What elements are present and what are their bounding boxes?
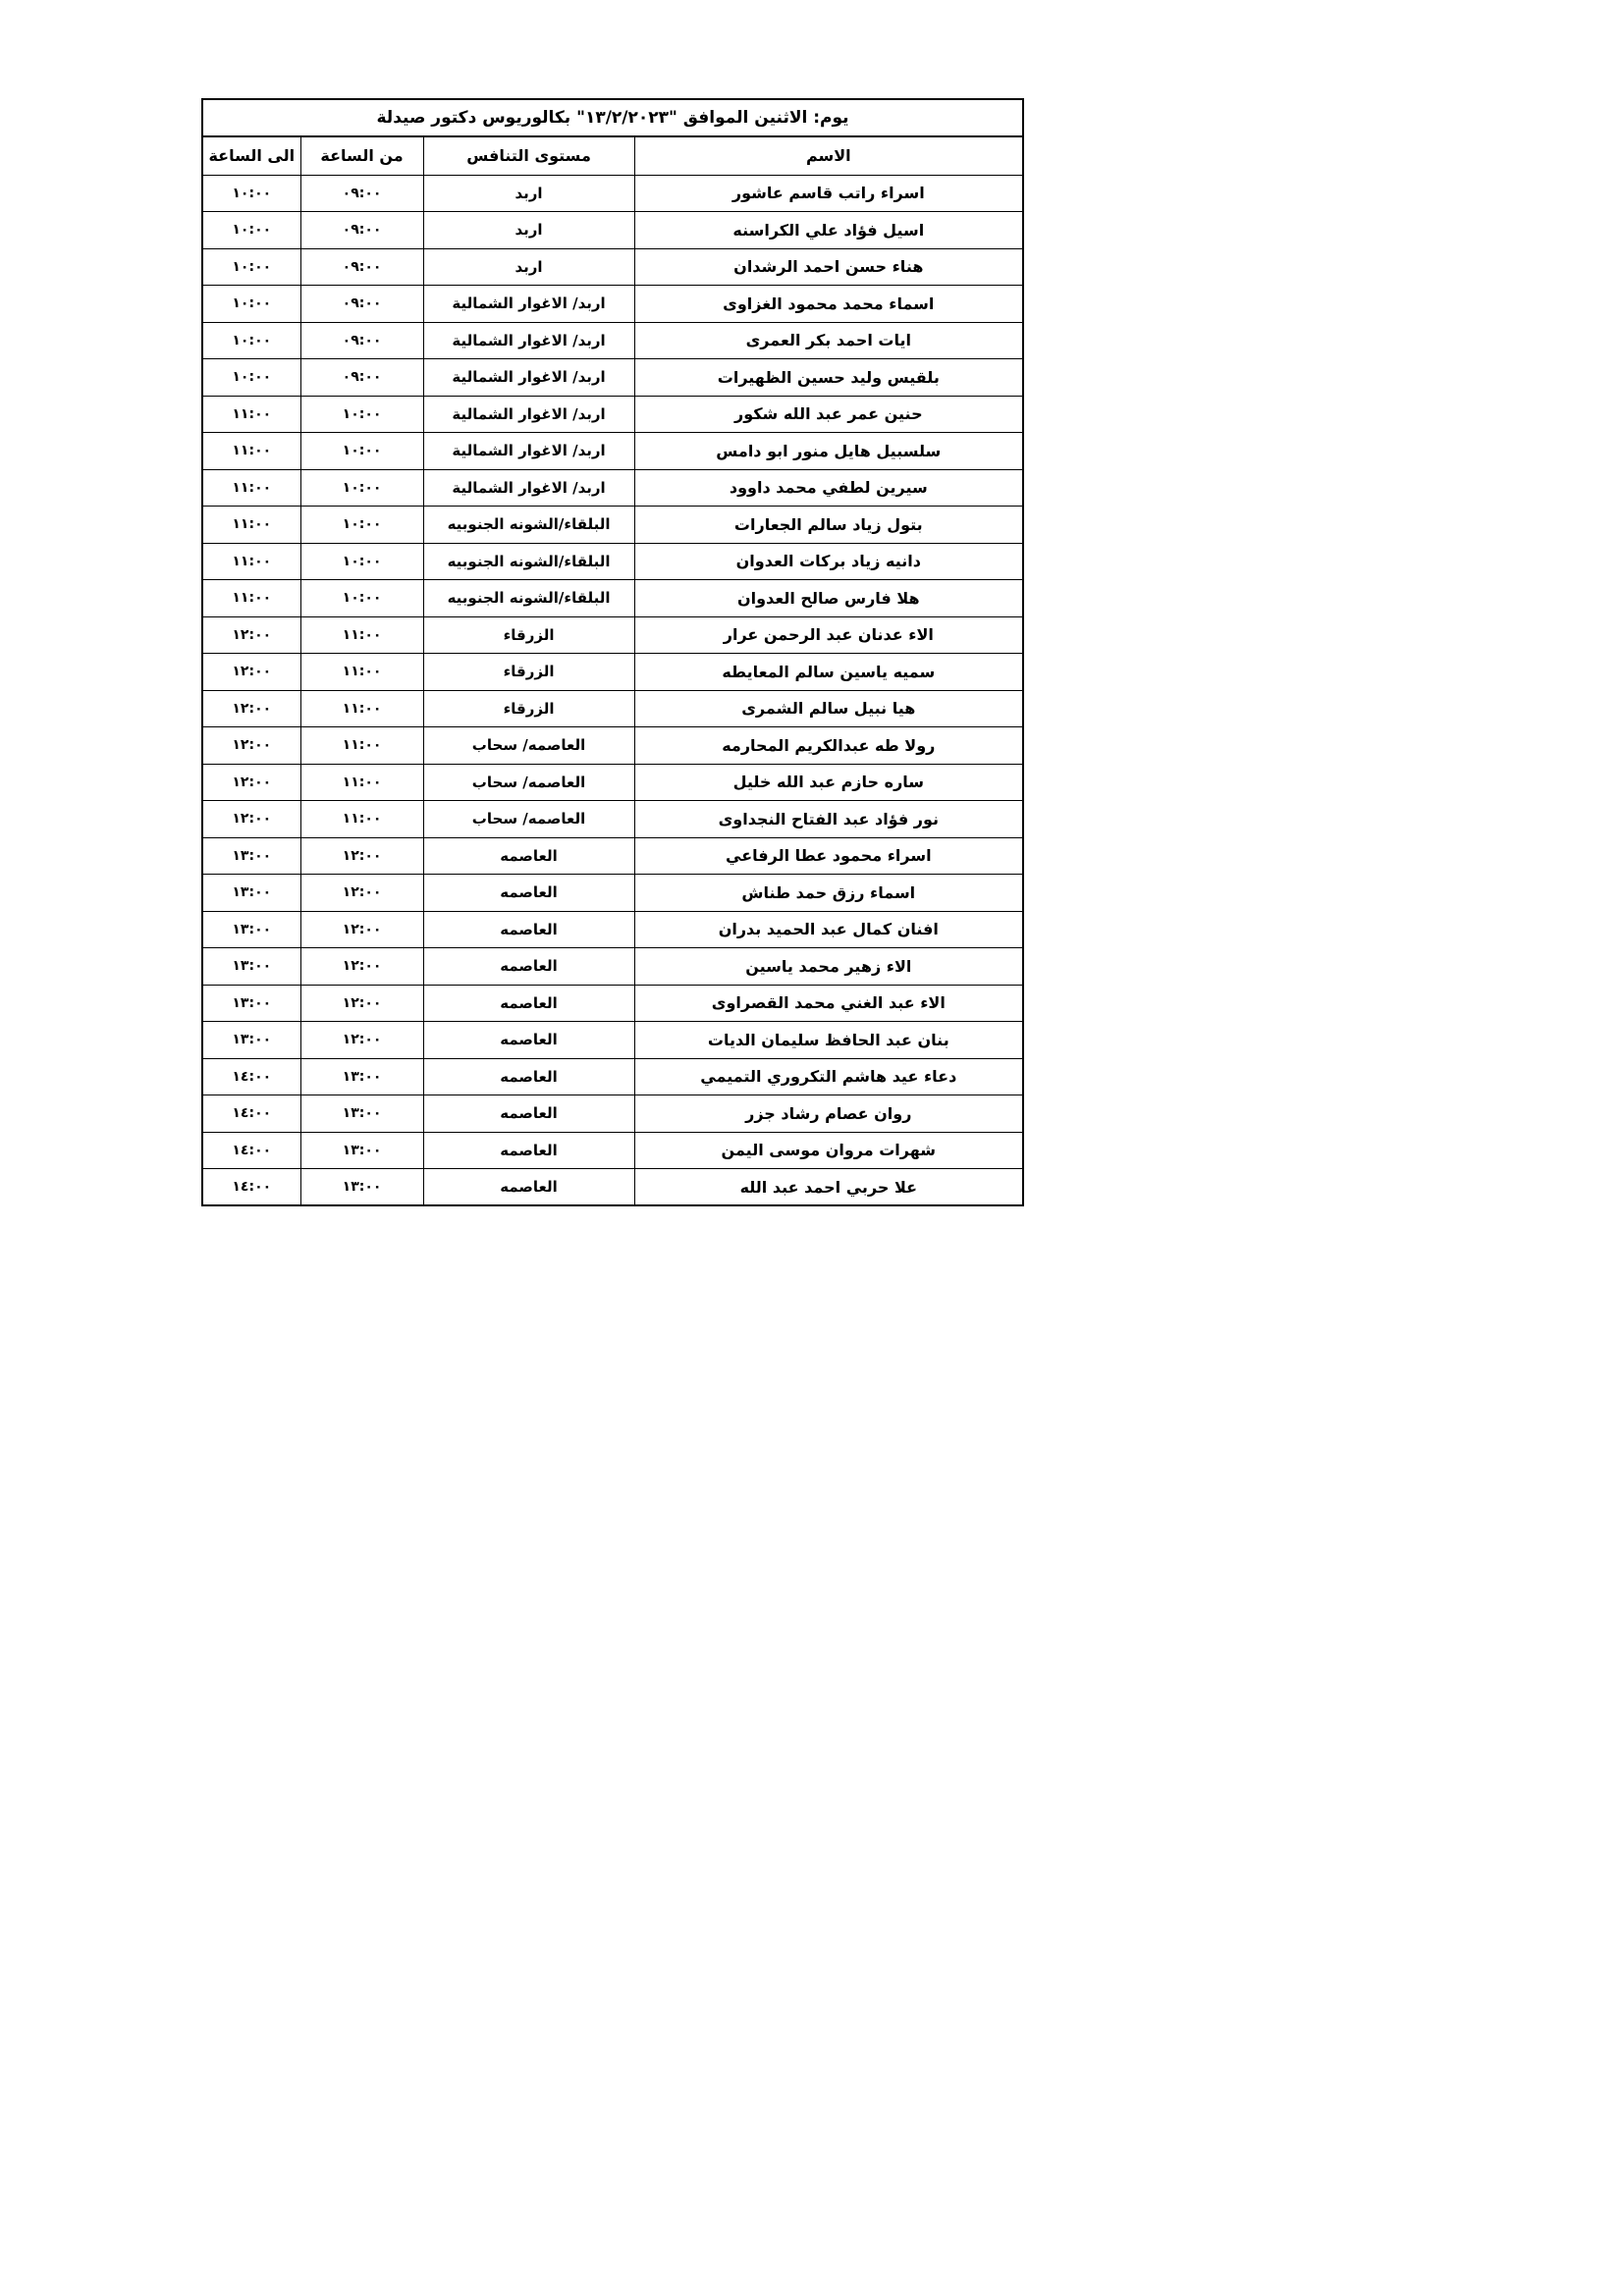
competition-level-cell: الزرقاء	[423, 654, 634, 691]
student-name-cell: نور فؤاد عبد الفتاح النجداوى	[634, 801, 1023, 838]
to-time-cell: ١١:٠٠	[202, 580, 300, 617]
from-time-cell: ١٣:٠٠	[300, 1132, 423, 1169]
competition-level-cell: اربد/ الاغوار الشمالية	[423, 322, 634, 359]
table-row	[202, 654, 1023, 691]
to-time-cell: ١٣:٠٠	[202, 985, 300, 1022]
from-time-cell: ٠٩:٠٠	[300, 212, 423, 249]
student-name-cell: دعاء عيد هاشم التكروري التميمي	[634, 1058, 1023, 1095]
from-time-cell: ١٢:٠٠	[300, 1022, 423, 1059]
student-name-cell: سيرين لطفي محمد داوود	[634, 469, 1023, 507]
table-row	[202, 1058, 1023, 1095]
competition-level-cell: اربد	[423, 212, 634, 249]
table-row	[202, 764, 1023, 801]
table-row	[202, 248, 1023, 286]
table-row	[202, 359, 1023, 397]
from-time-cell: ٠٩:٠٠	[300, 248, 423, 286]
from-time-cell: ١٢:٠٠	[300, 837, 423, 875]
from-time-cell: ١٣:٠٠	[300, 1058, 423, 1095]
student-name-cell: هناء حسن احمد الرشدان	[634, 248, 1023, 286]
from-time-cell: ١٢:٠٠	[300, 985, 423, 1022]
competition-level-cell: العاصمه	[423, 911, 634, 948]
to-time-cell: ١١:٠٠	[202, 507, 300, 544]
from-time-cell: ١١:٠٠	[300, 654, 423, 691]
student-name-cell: الاء عدنان عبد الرحمن عرار	[634, 616, 1023, 654]
from-time-cell: ١١:٠٠	[300, 616, 423, 654]
to-time-cell: ١٠:٠٠	[202, 286, 300, 323]
competition-level-cell: العاصمه/ سحاب	[423, 764, 634, 801]
competition-level-cell: العاصمه	[423, 985, 634, 1022]
student-name-cell: اسماء رزق حمد طناش	[634, 875, 1023, 912]
table-row	[202, 322, 1023, 359]
table-title: يوم: الاثنين الموافق "١٣/٢/٢٠٢٣" بكالوريوس دكتور صيدلة	[202, 99, 1023, 136]
to-time-cell: ١٤:٠٠	[202, 1169, 300, 1206]
competition-level-cell: اربد	[423, 248, 634, 286]
from-time-cell: ١٢:٠٠	[300, 875, 423, 912]
table-body	[202, 175, 1023, 1205]
table-row	[202, 507, 1023, 544]
competition-level-cell: العاصمه	[423, 875, 634, 912]
competition-level-cell: الزرقاء	[423, 690, 634, 727]
table-row	[202, 1169, 1023, 1206]
table-row	[202, 212, 1023, 249]
competition-level-cell: البلقاء/الشونه الجنوبيه	[423, 507, 634, 544]
student-name-cell: الاء زهير محمد ياسين	[634, 948, 1023, 986]
to-time-cell: ١٠:٠٠	[202, 322, 300, 359]
to-time-cell: ١٢:٠٠	[202, 727, 300, 765]
student-name-cell: افنان كمال عبد الحميد بدران	[634, 911, 1023, 948]
to-time-cell: ١٢:٠٠	[202, 801, 300, 838]
student-name-cell: سلسبيل هايل منور ابو دامس	[634, 433, 1023, 470]
from-time-cell: ١٠:٠٠	[300, 396, 423, 433]
student-name-cell: دانيه زياد بركات العدوان	[634, 543, 1023, 580]
competition-level-cell: الزرقاء	[423, 616, 634, 654]
to-time-cell: ١٢:٠٠	[202, 764, 300, 801]
student-name-cell: هلا فارس صالح العدوان	[634, 580, 1023, 617]
from-time-cell: ١٢:٠٠	[300, 911, 423, 948]
competition-level-cell: العاصمه	[423, 837, 634, 875]
student-name-cell: بتول زياد سالم الجعارات	[634, 507, 1023, 544]
to-time-cell: ١٣:٠٠	[202, 837, 300, 875]
from-time-cell: ١٠:٠٠	[300, 469, 423, 507]
to-time-cell: ١٤:٠٠	[202, 1132, 300, 1169]
column-header-name: الاسم	[634, 136, 1023, 175]
table-header-row	[202, 136, 1023, 175]
to-time-cell: ١١:٠٠	[202, 396, 300, 433]
schedule-table	[201, 98, 1024, 1206]
to-time-cell: ١١:٠٠	[202, 433, 300, 470]
competition-level-cell: اربد/ الاغوار الشمالية	[423, 359, 634, 397]
student-name-cell: رولا طه عبدالكريم المحارمه	[634, 727, 1023, 765]
table-row	[202, 727, 1023, 765]
competition-level-cell: البلقاء/الشونه الجنوبيه	[423, 580, 634, 617]
to-time-cell: ١٣:٠٠	[202, 1022, 300, 1059]
from-time-cell: ١١:٠٠	[300, 727, 423, 765]
to-time-cell: ١٠:٠٠	[202, 175, 300, 212]
from-time-cell: ١٠:٠٠	[300, 580, 423, 617]
table-row	[202, 1022, 1023, 1059]
to-time-cell: ١١:٠٠	[202, 469, 300, 507]
table-row	[202, 875, 1023, 912]
from-time-cell: ١٣:٠٠	[300, 1169, 423, 1206]
student-name-cell: اسيل فؤاد علي الكراسنه	[634, 212, 1023, 249]
competition-level-cell: اربد/ الاغوار الشمالية	[423, 396, 634, 433]
from-time-cell: ٠٩:٠٠	[300, 286, 423, 323]
from-time-cell: ١٣:٠٠	[300, 1095, 423, 1133]
from-time-cell: ١٠:٠٠	[300, 507, 423, 544]
to-time-cell: ١٢:٠٠	[202, 690, 300, 727]
from-time-cell: ١٠:٠٠	[300, 543, 423, 580]
column-header-from: من الساعة	[300, 136, 423, 175]
column-header-level: مستوى التنافس	[423, 136, 634, 175]
to-time-cell: ١٤:٠٠	[202, 1058, 300, 1095]
from-time-cell: ٠٩:٠٠	[300, 359, 423, 397]
student-name-cell: سميه ياسين سالم المعايطه	[634, 654, 1023, 691]
student-name-cell: اسراء محمود عطا الرفاعي	[634, 837, 1023, 875]
from-time-cell: ١٠:٠٠	[300, 433, 423, 470]
table-row	[202, 801, 1023, 838]
table-title-row	[202, 99, 1023, 136]
competition-level-cell: العاصمه	[423, 1022, 634, 1059]
to-time-cell: ١٣:٠٠	[202, 911, 300, 948]
table-row	[202, 175, 1023, 212]
student-name-cell: حنين عمر عبد الله شكور	[634, 396, 1023, 433]
competition-level-cell: العاصمه/ سحاب	[423, 727, 634, 765]
student-name-cell: بنان عبد الحافظ سليمان الديات	[634, 1022, 1023, 1059]
student-name-cell: ايات احمد بكر العمرى	[634, 322, 1023, 359]
from-time-cell: ١٢:٠٠	[300, 948, 423, 986]
competition-level-cell: العاصمه	[423, 948, 634, 986]
competition-level-cell: اربد/ الاغوار الشمالية	[423, 469, 634, 507]
to-time-cell: ١١:٠٠	[202, 543, 300, 580]
to-time-cell: ١٣:٠٠	[202, 948, 300, 986]
student-name-cell: هيا نبيل سالم الشمرى	[634, 690, 1023, 727]
competition-level-cell: اربد/ الاغوار الشمالية	[423, 286, 634, 323]
competition-level-cell: العاصمه/ سحاب	[423, 801, 634, 838]
table-row	[202, 543, 1023, 580]
to-time-cell: ١٣:٠٠	[202, 875, 300, 912]
competition-level-cell: العاصمه	[423, 1095, 634, 1133]
table-row	[202, 286, 1023, 323]
table-row	[202, 433, 1023, 470]
to-time-cell: ١٠:٠٠	[202, 248, 300, 286]
from-time-cell: ٠٩:٠٠	[300, 175, 423, 212]
competition-level-cell: العاصمه	[423, 1132, 634, 1169]
student-name-cell: روان عصام رشاد جزر	[634, 1095, 1023, 1133]
table-row	[202, 690, 1023, 727]
to-time-cell: ١٠:٠٠	[202, 359, 300, 397]
student-name-cell: بلقيس وليد حسين الظهيرات	[634, 359, 1023, 397]
to-time-cell: ١٠:٠٠	[202, 212, 300, 249]
to-time-cell: ١٤:٠٠	[202, 1095, 300, 1133]
student-name-cell: اسماء محمد محمود الغزاوى	[634, 286, 1023, 323]
to-time-cell: ١٢:٠٠	[202, 616, 300, 654]
table-row	[202, 948, 1023, 986]
from-time-cell: ١١:٠٠	[300, 764, 423, 801]
from-time-cell: ١١:٠٠	[300, 690, 423, 727]
competition-level-cell: اربد/ الاغوار الشمالية	[423, 433, 634, 470]
student-name-cell: علا حربي احمد عبد الله	[634, 1169, 1023, 1206]
table-row	[202, 396, 1023, 433]
student-name-cell: شهرات مروان موسى اليمن	[634, 1132, 1023, 1169]
student-name-cell: الاء عبد الغني محمد القصراوى	[634, 985, 1023, 1022]
student-name-cell: اسراء راتب قاسم عاشور	[634, 175, 1023, 212]
table-row	[202, 1095, 1023, 1133]
table-row	[202, 580, 1023, 617]
table-row	[202, 911, 1023, 948]
competition-level-cell: اربد	[423, 175, 634, 212]
table-row	[202, 616, 1023, 654]
to-time-cell: ١٢:٠٠	[202, 654, 300, 691]
table-row	[202, 469, 1023, 507]
from-time-cell: ٠٩:٠٠	[300, 322, 423, 359]
column-header-to: الى الساعة	[202, 136, 300, 175]
from-time-cell: ١١:٠٠	[300, 801, 423, 838]
competition-level-cell: البلقاء/الشونه الجنوبيه	[423, 543, 634, 580]
table-row	[202, 837, 1023, 875]
table-row	[202, 985, 1023, 1022]
table-row	[202, 1132, 1023, 1169]
competition-level-cell: العاصمه	[423, 1169, 634, 1206]
student-name-cell: ساره حازم عبد الله خليل	[634, 764, 1023, 801]
competition-level-cell: العاصمه	[423, 1058, 634, 1095]
